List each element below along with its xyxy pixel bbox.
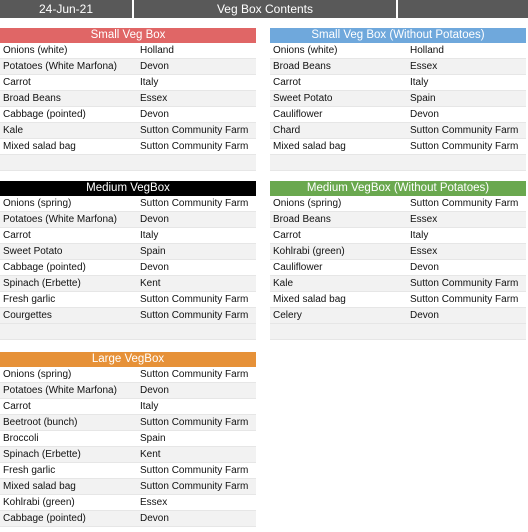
origin-cell[interactable]: Devon bbox=[140, 61, 169, 72]
origin-cell[interactable]: Sutton Community Farm bbox=[140, 141, 249, 152]
large-vegbox-table bbox=[0, 352, 256, 527]
origin-cell[interactable]: Devon bbox=[410, 109, 439, 120]
origin-cell[interactable]: Devon bbox=[140, 513, 169, 524]
vegetable-cell[interactable]: Carrot bbox=[273, 77, 301, 88]
table-row bbox=[270, 196, 526, 212]
vegetable-cell[interactable]: Potatoes (White Marfona) bbox=[3, 61, 117, 72]
table-row bbox=[270, 260, 526, 276]
table-row bbox=[0, 431, 256, 447]
table-row bbox=[270, 107, 526, 123]
origin-cell[interactable]: Kent bbox=[140, 449, 161, 460]
vegetable-cell[interactable]: Cabbage (pointed) bbox=[3, 109, 86, 120]
origin-cell[interactable]: Essex bbox=[140, 93, 168, 104]
table-row bbox=[270, 59, 526, 75]
box-title[interactable]: Medium VegBox (Without Potatoes) bbox=[270, 181, 526, 196]
table-row bbox=[270, 139, 526, 155]
table-row bbox=[0, 511, 256, 527]
vegetable-cell[interactable]: Broccoli bbox=[3, 433, 39, 444]
origin-cell[interactable]: Sutton Community Farm bbox=[140, 417, 249, 428]
origin-cell[interactable]: Sutton Community Farm bbox=[410, 141, 519, 152]
table-row bbox=[270, 91, 526, 107]
vegetable-cell[interactable]: Onions (white) bbox=[273, 45, 338, 56]
vegetable-cell[interactable]: Carrot bbox=[3, 401, 31, 412]
table-row bbox=[0, 107, 256, 123]
table-row bbox=[0, 463, 256, 479]
vegetable-cell[interactable]: Onions (spring) bbox=[273, 198, 342, 209]
table-row bbox=[0, 479, 256, 495]
origin-cell[interactable]: Devon bbox=[140, 262, 169, 273]
origin-cell[interactable]: Sutton Community Farm bbox=[410, 294, 519, 305]
origin-cell[interactable]: Devon bbox=[140, 385, 169, 396]
table-row bbox=[270, 123, 526, 139]
origin-cell[interactable]: Sutton Community Farm bbox=[140, 294, 249, 305]
origin-cell[interactable]: Italy bbox=[410, 77, 429, 88]
origin-cell[interactable]: Essex bbox=[140, 497, 168, 508]
table-row bbox=[0, 260, 256, 276]
medium-vegbox-no-potatoes-table bbox=[270, 181, 526, 340]
sheet-title-cell[interactable]: Veg Box Contents bbox=[134, 0, 398, 18]
empty-row[interactable] bbox=[270, 155, 526, 171]
empty-row[interactable] bbox=[270, 324, 526, 340]
vegetable-cell[interactable]: Mixed salad bag bbox=[3, 141, 76, 152]
vegetable-cell[interactable]: Courgettes bbox=[3, 310, 52, 321]
table-row bbox=[270, 228, 526, 244]
origin-cell[interactable]: Devon bbox=[410, 262, 439, 273]
table-row bbox=[0, 43, 256, 59]
origin-cell[interactable]: Spain bbox=[410, 93, 436, 104]
table-row bbox=[0, 447, 256, 463]
origin-cell[interactable]: Kent bbox=[140, 278, 161, 289]
medium-vegbox-table bbox=[0, 181, 256, 340]
table-row bbox=[270, 43, 526, 59]
small-veg-box-no-potatoes-table bbox=[270, 28, 526, 171]
empty-row[interactable] bbox=[0, 155, 256, 171]
origin-cell[interactable]: Essex bbox=[410, 246, 438, 257]
origin-cell[interactable]: Sutton Community Farm bbox=[410, 125, 519, 136]
origin-cell[interactable]: Italy bbox=[140, 230, 159, 241]
vegetable-cell[interactable]: Broad Beans bbox=[3, 93, 61, 104]
vegetable-cell[interactable]: Onions (white) bbox=[3, 45, 68, 56]
vegetable-cell[interactable]: Onions (spring) bbox=[3, 369, 72, 380]
vegetable-cell[interactable]: Cabbage (pointed) bbox=[3, 262, 86, 273]
origin-cell[interactable]: Italy bbox=[410, 230, 429, 241]
vegetable-cell[interactable]: Carrot bbox=[3, 230, 31, 241]
vegetable-cell[interactable]: Potatoes (White Marfona) bbox=[3, 214, 117, 225]
box-title[interactable]: Large VegBox bbox=[0, 352, 256, 367]
vegetable-cell[interactable]: Spinach (Erbette) bbox=[3, 449, 81, 460]
vegetable-cell[interactable]: Mixed salad bag bbox=[3, 481, 76, 492]
vegetable-cell[interactable]: Celery bbox=[273, 310, 302, 321]
sheet-header-row bbox=[0, 0, 528, 20]
origin-cell[interactable]: Devon bbox=[410, 310, 439, 321]
vegetable-cell[interactable]: Beetroot (bunch) bbox=[3, 417, 78, 428]
table-row bbox=[0, 75, 256, 91]
table-row bbox=[0, 415, 256, 431]
origin-cell[interactable]: Sutton Community Farm bbox=[140, 369, 249, 380]
origin-cell[interactable]: Italy bbox=[140, 401, 159, 412]
vegetable-cell[interactable]: Kale bbox=[273, 278, 294, 289]
origin-cell[interactable]: Sutton Community Farm bbox=[410, 198, 519, 209]
origin-cell[interactable]: Sutton Community Farm bbox=[140, 125, 249, 136]
table-row bbox=[0, 399, 256, 415]
vegetable-cell[interactable]: Sweet Potato bbox=[3, 246, 63, 257]
vegetable-cell[interactable]: Fresh garlic bbox=[3, 294, 56, 305]
vegetable-cell[interactable]: Broad Beans bbox=[273, 214, 331, 225]
table-row bbox=[270, 75, 526, 91]
vegetable-cell[interactable]: Cabbage (pointed) bbox=[3, 513, 86, 524]
vegetable-cell[interactable]: Potatoes (White Marfona) bbox=[3, 385, 117, 396]
vegetable-cell[interactable]: Cauliflower bbox=[273, 262, 323, 273]
origin-cell[interactable]: Sutton Community Farm bbox=[140, 310, 249, 321]
vegetable-cell[interactable]: Kale bbox=[3, 125, 24, 136]
table-row bbox=[0, 244, 256, 260]
origin-cell[interactable]: Italy bbox=[140, 77, 159, 88]
origin-cell[interactable]: Sutton Community Farm bbox=[140, 465, 249, 476]
empty-row[interactable] bbox=[0, 324, 256, 340]
table-row bbox=[0, 139, 256, 155]
vegetable-cell[interactable]: Broad Beans bbox=[273, 61, 331, 72]
box-title[interactable]: Small Veg Box (Without Potatoes) bbox=[270, 28, 526, 43]
origin-cell[interactable]: Holland bbox=[140, 45, 174, 56]
vegetable-cell[interactable]: Fresh garlic bbox=[3, 465, 56, 476]
table-row bbox=[270, 292, 526, 308]
table-row bbox=[0, 212, 256, 228]
table-row bbox=[0, 123, 256, 139]
vegetable-cell[interactable]: Kohlrabi (green) bbox=[273, 246, 345, 257]
vegetable-cell[interactable]: Carrot bbox=[273, 230, 301, 241]
small-veg-box-table bbox=[0, 28, 256, 171]
vegetable-cell[interactable]: Cauliflower bbox=[273, 109, 323, 120]
table-row bbox=[0, 228, 256, 244]
table-row bbox=[0, 196, 256, 212]
box-title[interactable]: Medium VegBox bbox=[0, 181, 256, 196]
table-row bbox=[270, 212, 526, 228]
table-row bbox=[0, 308, 256, 324]
table-row bbox=[0, 367, 256, 383]
vegetable-cell[interactable]: Carrot bbox=[3, 77, 31, 88]
vegetable-cell[interactable]: Spinach (Erbette) bbox=[3, 278, 81, 289]
origin-cell[interactable]: Sutton Community Farm bbox=[140, 198, 249, 209]
table-row bbox=[270, 308, 526, 324]
table-row bbox=[0, 383, 256, 399]
origin-cell[interactable]: Essex bbox=[410, 61, 438, 72]
origin-cell[interactable]: Spain bbox=[140, 433, 166, 444]
header-blank-cell[interactable] bbox=[398, 0, 528, 18]
origin-cell[interactable]: Devon bbox=[140, 214, 169, 225]
box-title[interactable]: Small Veg Box bbox=[0, 28, 256, 43]
table-row bbox=[0, 59, 256, 75]
vegetable-cell[interactable]: Sweet Potato bbox=[273, 93, 333, 104]
table-row bbox=[0, 495, 256, 511]
vegetable-cell[interactable]: Kohlrabi (green) bbox=[3, 497, 75, 508]
table-row bbox=[0, 276, 256, 292]
date-cell[interactable]: 24-Jun-21 bbox=[0, 0, 134, 18]
table-row bbox=[270, 276, 526, 292]
vegetable-cell[interactable]: Onions (spring) bbox=[3, 198, 72, 209]
origin-cell[interactable]: Essex bbox=[410, 214, 438, 225]
origin-cell[interactable]: Spain bbox=[140, 246, 166, 257]
origin-cell[interactable]: Sutton Community Farm bbox=[410, 278, 519, 289]
table-row bbox=[0, 292, 256, 308]
origin-cell[interactable]: Sutton Community Farm bbox=[140, 481, 249, 492]
vegetable-cell[interactable]: Mixed salad bag bbox=[273, 141, 346, 152]
table-row bbox=[270, 244, 526, 260]
origin-cell[interactable]: Devon bbox=[140, 109, 169, 120]
vegetable-cell[interactable]: Mixed salad bag bbox=[273, 294, 346, 305]
origin-cell[interactable]: Holland bbox=[410, 45, 444, 56]
table-row bbox=[0, 91, 256, 107]
vegetable-cell[interactable]: Chard bbox=[273, 125, 301, 136]
